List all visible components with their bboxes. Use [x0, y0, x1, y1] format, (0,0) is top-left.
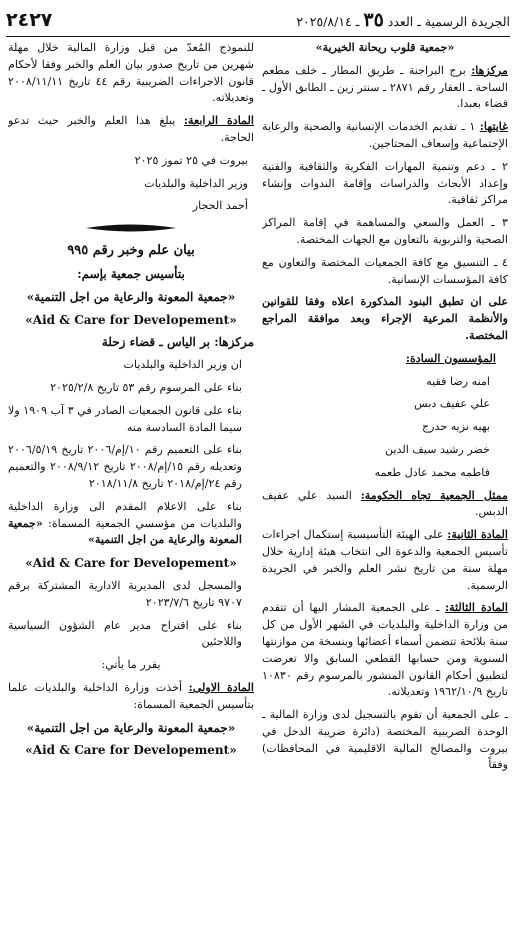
representative-text: السيد علي عفيف الدبس. — [262, 488, 508, 519]
minister-intro: ان وزير الداخلية والبلديات — [123, 358, 242, 372]
issue-number: ٣٥ — [363, 9, 384, 31]
signature-minister-title: وزير الداخلية والبلديات — [144, 176, 248, 190]
legal-basis-3: بناء على التعميم رقم ١٠/إم/٢٠٠٦ تاريخ ٢٠٠٦/٥/١٩ وتعديله رقم ١٥/إم/٢٠٠٨ تاريخ ٢٠٠٨/٩/١٢ والتعميم رقم ٢٤/إم/٢٠١٨ تاريخ ٢٠١٨/١١/٨ — [8, 443, 242, 490]
representative-paragraph — [262, 488, 508, 522]
founder-name: فاطمه محمد عادل طعمه — [374, 465, 490, 479]
association-name-english: «Aid & Care for Developement» — [25, 312, 237, 327]
gazette-title — [296, 9, 510, 31]
article-4-label: المادة الرابعة: — [183, 114, 254, 128]
article-1-text: أخذت وزارة الداخلية والبلديات علما بتأسيس الجمعية المسماة: — [8, 680, 254, 711]
representative-label: ممثل الجمعية تجاه الحكومة: — [360, 488, 508, 502]
article-3-text: ـ على الجمعية المشار اليها أن تتقدم من وزارة الداخلية والبلديات في الشهر الأول من كل سنة بلائحة تتضمن أسماء أعضائها وبنسخة من موازنتها السنوية ومن حسابها القطعي السابق والا تعرضت لتطبيق أحكام القانون المنشور بالمرسوم رقم ١٠٨٣٠ تاريخ ١٩٦٢/١٠/٩ وتعديلاته. — [262, 601, 508, 699]
article-3-label: المادة الثالثة: — [445, 601, 508, 615]
association-name-english-3: «Aid & Care for Developement» — [25, 743, 237, 758]
legal-basis-4-assoc-name: «جمعية المعونة والرعاية من اجل التنمية» — [8, 516, 242, 547]
association-name-arabic: «جمعية المعونة والرعاية من اجل التنمية» — [26, 289, 236, 304]
continuation-text: للنموذج المُعدّ من قبل وزارة المالية خلال مهلة شهرين من تاريخ صدور بيان العلم والخبر وفقا لأحكام قانون الاجراءات الضريبية رقم ٤٤ تاريخ ٢٠٠٨/١١/١١ وتعديلاته. — [8, 41, 254, 105]
goals-paragraph — [262, 119, 508, 153]
issue-date: ـ ٢٠٢٥/٨/١٤ — [296, 14, 360, 29]
goals-label: غايتها: — [479, 120, 508, 134]
condition-paragraph: على ان تطبق البنود المذكورة اعلاه وفقا للقوانين والأنظمة المرعية الإجراء وبعد موافقة المراجع المختصة. — [262, 295, 508, 342]
association-name-english-2: «Aid & Care for Developement» — [25, 556, 237, 571]
founder-name: علي عفيف دبس — [414, 397, 490, 411]
article-3-tax-registration: ـ على الجمعية أن تقوم بالتسجيل لدى وزارة المالية ـ الوحدة الضريبية المختصة (دائرة ضريبة الدخل في بيروت والمصالح المالية الاقليمية في المحافظات) وفقاً — [262, 708, 508, 772]
founder-name: امنه رضا فقيه — [426, 374, 490, 388]
legal-basis-5: بناء على اقتراح مدير عام الشؤون السياسية واللاجئين — [8, 618, 242, 649]
goal-3: ٣ ـ العمل والسعي والمساهمة في إقامة المراكز الصحية والتربوية بالتعاون مع الجهات المختصة. — [262, 216, 508, 246]
page-number: ٢٤٢٧ — [6, 9, 53, 31]
legal-basis-1: بناء على المرسوم رقم ٥٣ تاريخ ٢٠٢٥/٢/٨ — [50, 380, 242, 394]
founding-line: بتأسيس جمعية بإسم: — [77, 266, 185, 281]
goal-1: ١ ـ تقديم الخدمات الإنسانية والصحية والرعاية الإجتماعية وإسعاف المحتاجين. — [262, 120, 508, 150]
registry-line: والمسجل لدى المديرية الادارية المشتركة برقم ٩٧٠٧ تاريخ ٢٠٢٣/٧/٦ — [8, 578, 242, 609]
goal-4: ٤ ـ التنسيق مع كافة الجمعيات المختصة والتعاون مع كافة المؤسسات الإنسانية. — [262, 255, 508, 286]
right-column — [262, 40, 508, 930]
founders-label: المؤسسون السادة: — [405, 351, 496, 365]
left-column — [8, 40, 254, 930]
headquarters-paragraph — [262, 63, 508, 113]
association-name-arabic-2: «جمعية المعونة والرعاية من اجل التنمية» — [26, 720, 236, 735]
article-4-text: يبلغ هذا العلم والخبر حيث تدعو الحاجة. — [8, 114, 254, 144]
signature-place-date: بيروت في ٢٥ تموز ٢٠٢٥ — [134, 153, 248, 167]
headquarters-line: مركزها: بر الياس ـ قضاء زحلة — [101, 335, 254, 350]
article-1 — [8, 680, 254, 714]
founder-name: خضر رشيد سيف الدين — [385, 442, 490, 456]
article-3 — [262, 600, 508, 701]
legal-basis-4 — [8, 499, 254, 549]
decides-line: يقرر ما يأتي: — [101, 658, 161, 672]
association-name: «جمعية قلوب ريحانة الخيرية» — [315, 41, 455, 54]
founder-name: بهيه نزيه حدرج — [422, 420, 490, 434]
section-divider — [8, 223, 254, 233]
article-2 — [262, 527, 508, 594]
signature-name: أحمد الحجار — [192, 199, 248, 213]
article-2-label: المادة الثانية: — [447, 528, 508, 542]
goal-2: ٢ ـ دعم وتنمية المهارات الفكرية والثقافية والفنية وإعداد الأبحاث والدراسات وإقامة الندوات وإنشاء مراكز ثقافية. — [262, 159, 508, 207]
article-2-text: على الهيئة التأسيسية إستكمال اجراءات تأسيس الجمعية والدعوة الى انتخاب هيئة إدارية خلال مهلة سنة من تاريخ نشر العلم والخبر في الجريدة الرسمية. — [262, 528, 508, 592]
legal-basis-4-text: بناء على الاعلام المقدم الى وزارة الداخلية والبلديات من مؤسسي الجمعية المسماة: — [8, 499, 242, 530]
article-4 — [8, 113, 254, 147]
article-1-label: المادة الاولى: — [188, 680, 254, 694]
headquarters-text: برج البراجنة ـ طريق المطار ـ خلف مطعم الساحة ـ العقار رقم ٢٨٧١ ـ سنتر زين ـ الطابق الأول ـ قضاء بعبدا. — [262, 63, 508, 111]
legal-basis-2: بناء على قانون الجمعيات الصادر في ٣ آب ١٩٠٩ ولا سيما المادة السادسة منه — [8, 403, 242, 434]
page-header — [6, 4, 510, 37]
notice-title: بيان علم وخبر رقم ٩٩٥ — [67, 243, 195, 259]
gazette-title-prefix: الجريدة الرسمية ـ العدد — [387, 14, 510, 29]
divider-ornament — [86, 223, 176, 233]
headquarters-label: مركزها: — [471, 63, 508, 77]
